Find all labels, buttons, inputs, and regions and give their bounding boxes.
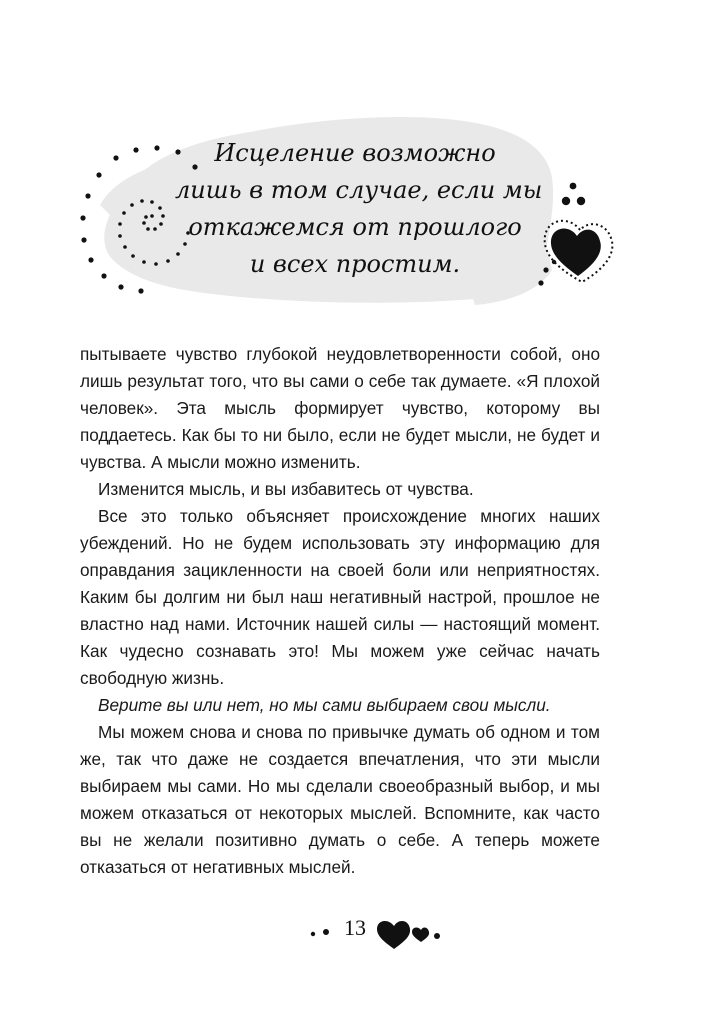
heart-icon <box>551 229 601 276</box>
dot-icon <box>577 197 585 205</box>
dot-icon <box>80 215 85 220</box>
italic-paragraph: Верите вы или нет, но мы сами выбираем свои мысли. <box>98 695 551 715</box>
dot-icon <box>88 257 93 262</box>
dot-icon <box>113 155 118 160</box>
dot-icon <box>538 280 543 285</box>
dot-icon <box>96 172 101 177</box>
dot-icon <box>118 284 123 289</box>
dot-icon <box>434 933 440 939</box>
body-text <box>80 341 600 881</box>
dot-icon <box>570 183 577 190</box>
dot-icon <box>552 260 556 264</box>
dot-icon <box>138 288 143 293</box>
dot-icon <box>323 929 329 935</box>
dot-icon <box>562 197 570 205</box>
dot-icon <box>85 193 90 198</box>
dot-icon <box>81 237 86 242</box>
paragraph: Изменится мысль, и вы избавитесь от чувства. <box>98 479 474 499</box>
page-number: 13 <box>344 915 366 940</box>
heart-icon <box>377 921 410 949</box>
dot-icon <box>133 147 138 152</box>
paragraph: Все это только объясняет происхождение многих наших убеждений. Но не будем использовать эту информацию для оправдания зацикленности на своей боли или неприятностях. Каким бы долгим ни был наш негативный настрой, прошлое не властно над нами. Источник нашей силы — настоящий момент. Как чудесно сознавать это! Мы можем уже сейчас начать свободную жизнь. <box>80 506 600 688</box>
dot-icon <box>101 273 106 278</box>
quote-block <box>0 0 709 330</box>
page-footer <box>0 905 709 955</box>
dot-icon <box>154 145 159 150</box>
quote-line: Исцеление возможно <box>214 139 496 167</box>
dot-icon <box>311 932 315 936</box>
paragraph: Мы можем снова и снова по привычке думать об одном и том же, так что даже не создается впечатления, что эти мысли выбираем мы сами. Но мы сделали своеобразный выбор, и мы можем отказаться от некоторых мыслей. Вспомните, как часто вы не желали позитивно думать о себе. А теперь можете отказаться от негативных мыслей. <box>80 722 600 877</box>
dot-icon <box>543 267 548 272</box>
paragraph: пытываете чувство глубокой неудовлетворенности собой, оно лишь результат того, что вы сами о себе так думаете. «Я плохой человек». Эта мысль формирует чувство, которому вы поддаетесь. Как бы то ни было, если не будет мысли, не будет и чувства. А мысли можно изменить. <box>80 344 600 472</box>
heart-icon <box>412 928 429 942</box>
quote-line: и всех простим. <box>249 250 461 278</box>
quote-line: лишь в том случае, если мы <box>175 176 543 204</box>
quote-text <box>175 135 543 283</box>
quote-line: откажемся от прошлого <box>188 213 522 241</box>
